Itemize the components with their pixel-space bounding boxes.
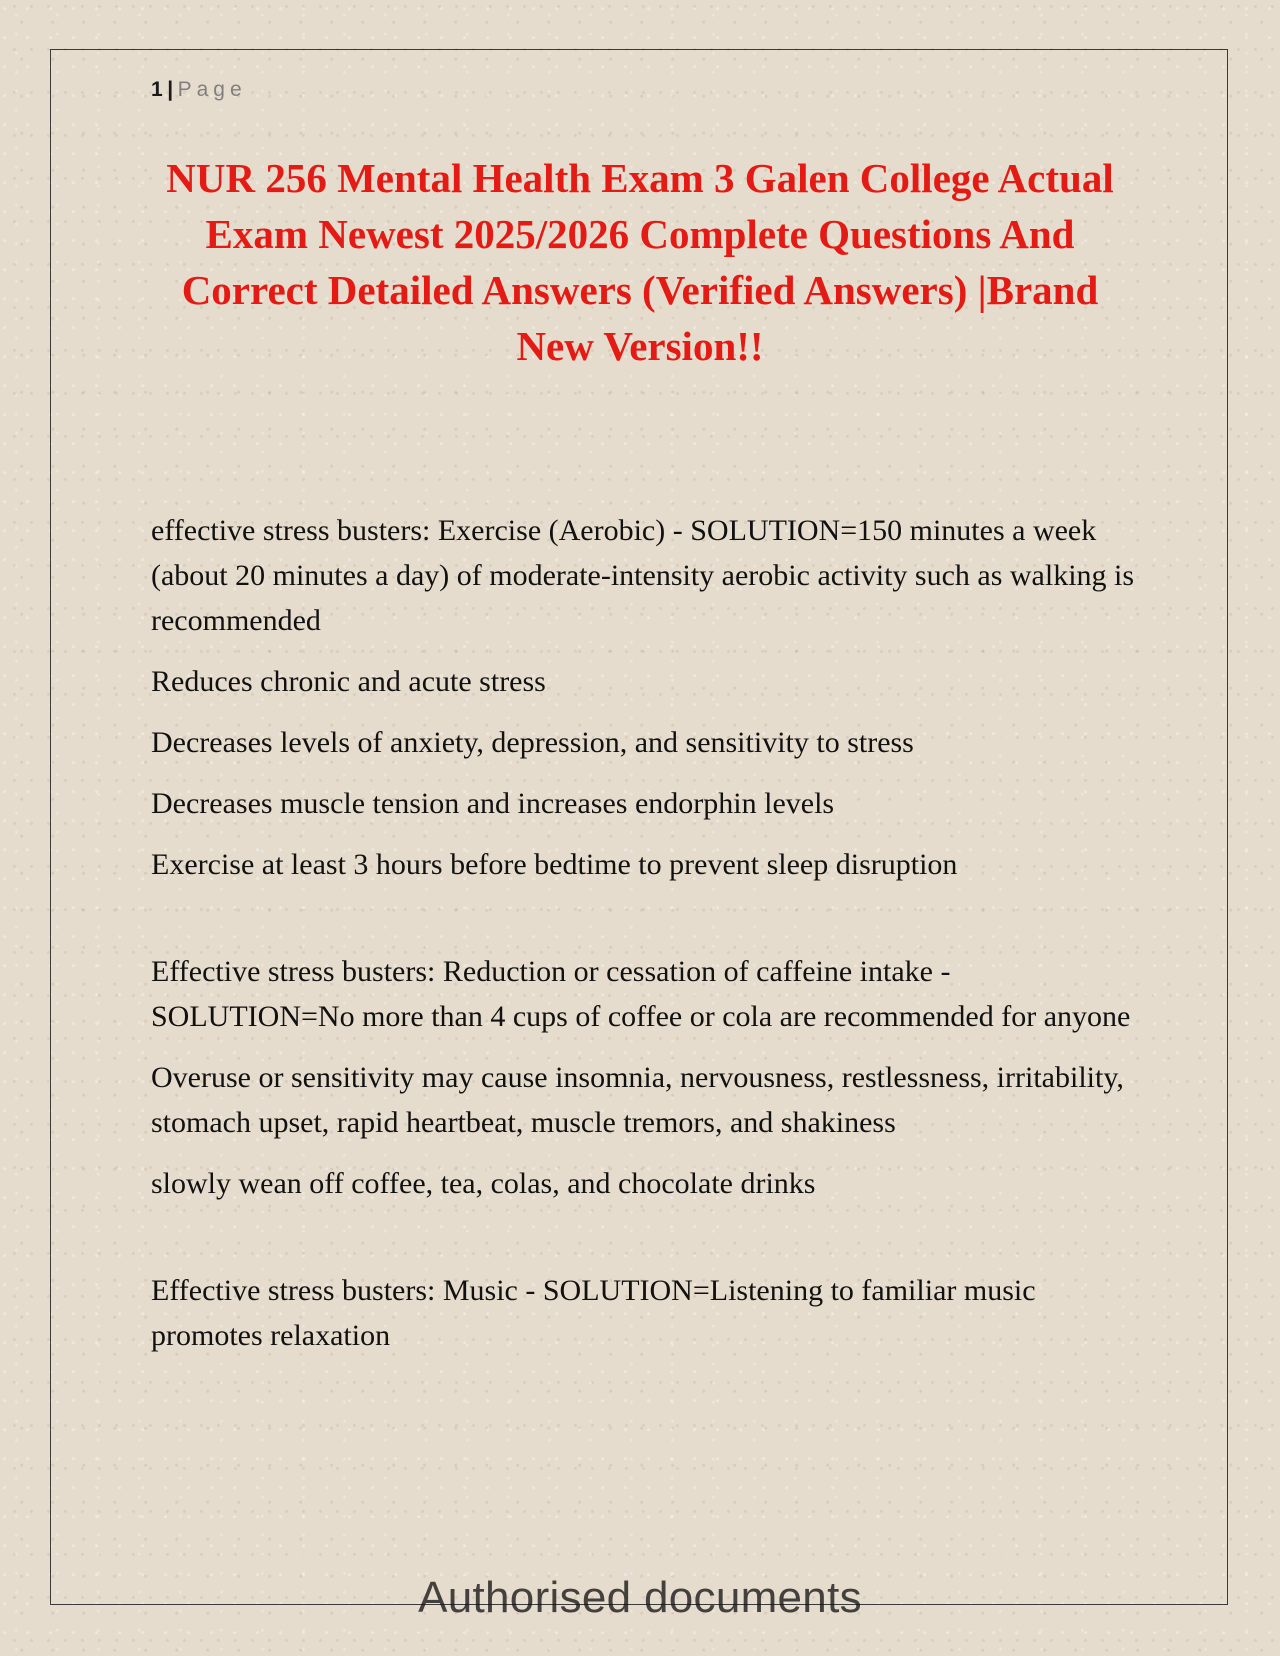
answer-point: Overuse or sensitivity may cause insomnia, nervousness, restlessness, irritability, stomach upset, rapid heartbeat, muscle tremors, and shakiness <box>151 1061 1124 1139</box>
qa-block-caffeine <box>151 949 1141 1206</box>
document-title: NUR 256 Mental Health Exam 3 Galen College Actual Exam Newest 2025/2026 Complete Questions And Correct Detailed Answers (Verified Answers) |Brand New Version!! <box>166 155 1114 369</box>
answer-point: Reduces chronic and acute stress <box>151 665 546 698</box>
answer-point: slowly wean off coffee, tea, colas, and chocolate drinks <box>151 1167 816 1200</box>
question-text: Effective stress busters: Music - SOLUTION=Listening to familiar music promotes relaxation <box>151 1274 1036 1352</box>
page-word: Page <box>177 78 247 101</box>
page-number: 1 <box>151 78 164 101</box>
question-text: effective stress busters: Exercise (Aerobic) - SOLUTION=150 minutes a week (about 20 minutes a day) of moderate-intensity aerobic activity such as walking is recommended <box>151 514 1135 637</box>
qa-block-exercise <box>151 508 1141 887</box>
document-body <box>151 508 1141 1420</box>
page-separator: | <box>167 78 174 101</box>
answer-point: Decreases levels of anxiety, depression, and sensitivity to stress <box>151 726 914 759</box>
question-text: Effective stress busters: Reduction or cessation of caffeine intake - SOLUTION=No more than 4 cups of coffee or cola are recommended for anyone <box>151 955 1131 1033</box>
answer-point: Decreases muscle tension and increases endorphin levels <box>151 787 835 820</box>
watermark: Authorised documents <box>418 1573 862 1622</box>
qa-block-music <box>151 1268 1141 1358</box>
page-header <box>151 78 247 102</box>
answer-point: Exercise at least 3 hours before bedtime to prevent sleep disruption <box>151 848 958 881</box>
